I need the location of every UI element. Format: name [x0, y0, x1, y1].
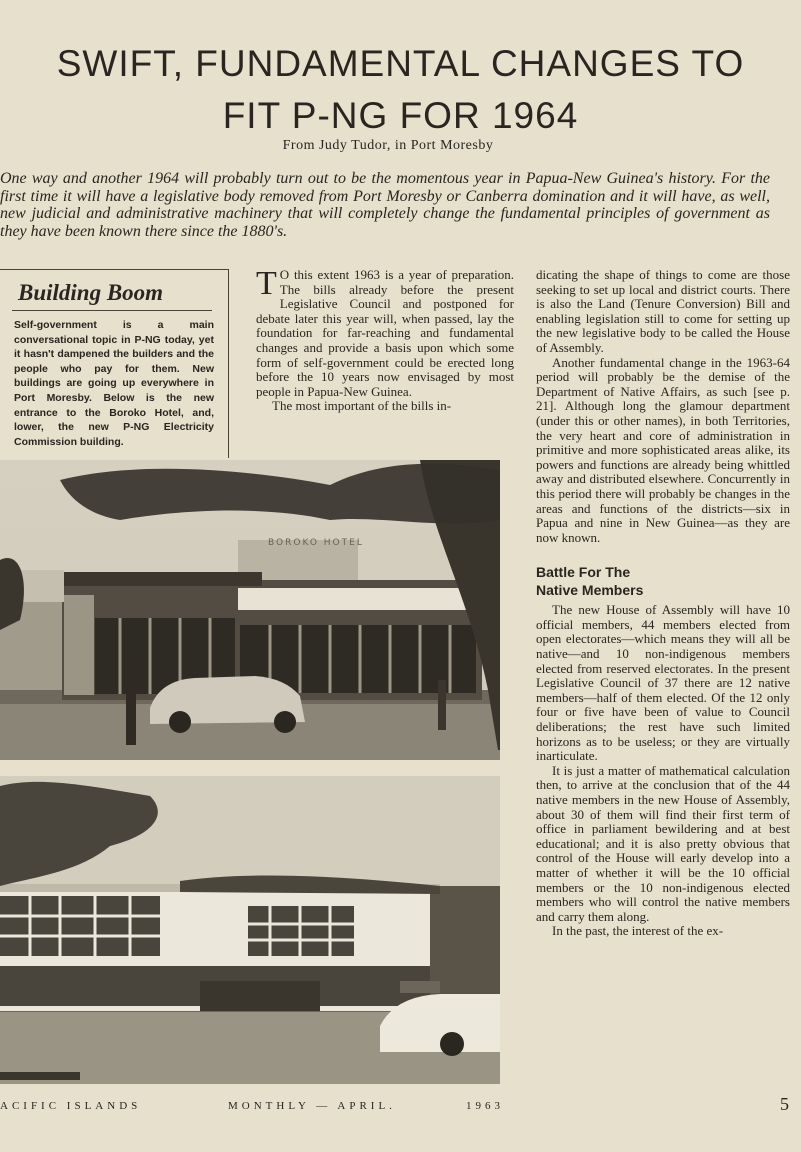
- sidebar-caption: Self-government is a main conversational topic in P-NG today, yet it hasn't dampened the builders and the people who pay for them. New buildings are going up everywhere in Port Moresby. Below is the new entrance to the Boroko Hotel, and, lower, the new P-NG Electricity Commission building.: [14, 319, 214, 448]
- page-footer: [0, 1094, 801, 1120]
- footer-year: 1963: [466, 1100, 504, 1112]
- electricity-commission-image: [0, 776, 500, 1084]
- section-subhead: [536, 563, 790, 599]
- photo-electricity-commission: [0, 776, 500, 1084]
- column1-paragraph-1-text: O this extent 1963 is a year of preparation. The bills already before the present Legislative Council and postponed for debate later this year will, when passed, lay the foundation for far-reaching and fundamental changes and provide a basis upon which some form of self-government could be erected long before the 10 years now envisaged by most people in Papua-New Guinea.: [256, 267, 514, 399]
- footer-issue: MONTHLY — APRIL.: [228, 1100, 396, 1112]
- hotel-sign: BOROKO HOTEL: [268, 538, 364, 548]
- column1-paragraph-2: The most important of the bills in-: [272, 398, 452, 414]
- headline-line-1: SWIFT, FUNDAMENTAL CHANGES TO: [56, 43, 745, 84]
- intro-paragraph: One way and another 1964 will probably turn out to be the momentous year in Papua-New Guinea's history. For the first time it will have a legislative body removed from Port Moresby or Canberra domination and it will have, as well, new judicial and administrative machinery that will completely change the fundamental principles of government as they have been known there since the 1880's.: [0, 170, 770, 240]
- column2-paragraph-5: In the past, the interest of the ex-: [552, 923, 724, 939]
- article-column-1: [256, 265, 514, 414]
- drop-cap: T: [256, 265, 277, 302]
- photo-boroko-hotel: [0, 460, 500, 760]
- headline-line-2: FIT P-NG FOR 1964: [222, 95, 579, 136]
- column1-paragraph-1: [256, 265, 514, 399]
- column2-paragraph-2: Another fundamental change in the 1963-64 period will probably be the demise of the Department of Native Affairs, as such [see p. 21]. Although long the glamour department (under this or other names), in both Territories, the very heart and core of administration in primitive and more sophisticated areas alike, its powers and functions are already being whittled away and distributed elsewhere. Concurrently in this period there will probably be changes in the areas and functions of the districts—six in Papua and nine in New Guinea—as they are now known.: [536, 354, 790, 545]
- boroko-hotel-image: [0, 460, 500, 760]
- byline: From Judy Tudor, in Port Moresby: [282, 138, 494, 153]
- sidebar-box: [0, 269, 229, 458]
- column2-paragraph-1: dicating the shape of things to come are those seeking to set up local and district courts. There is also the Land (Tenure Conversion) Bill and enabling legislation still to come for setting up the new legislative body to be called the House of Assembly.: [536, 267, 790, 355]
- headline: [0, 38, 801, 142]
- subhead-line-1: Battle For The: [536, 564, 631, 581]
- sidebar-title: Building Boom: [18, 280, 164, 305]
- column2-paragraph-3: The new House of Assembly will have 10 official members, 44 members elected from open electorates—which means they will all be native—and 10 non-indigenous members elected from reserved electorates. In the present Legislative Council of 37 there are 12 native members—half of them elected. Of the 12 only four or five have been of value to Council deliberations; the rest have such limited horizons as to be useless; or they are virtually inarticulate.: [536, 602, 790, 764]
- footer-magazine-name: ACIFIC ISLANDS: [0, 1100, 142, 1112]
- subhead-line-2: Native Members: [536, 582, 644, 599]
- column2-paragraph-4: It is just a matter of mathematical calculation then, to arrive at the conclusion that of the 44 native members in the new House of Assembly, about 30 of them will find their first term of office in parliament bewildering and at best educational; and it is also pretty obvious that control of the House will early develop into a matter of whether it will be the 10 official members or the 10 non-indigenous elected members who will control the native members and carry them along.: [536, 762, 790, 924]
- page-number: 5: [780, 1094, 789, 1114]
- sidebar-divider: [12, 310, 212, 311]
- article-column-2: [536, 268, 790, 939]
